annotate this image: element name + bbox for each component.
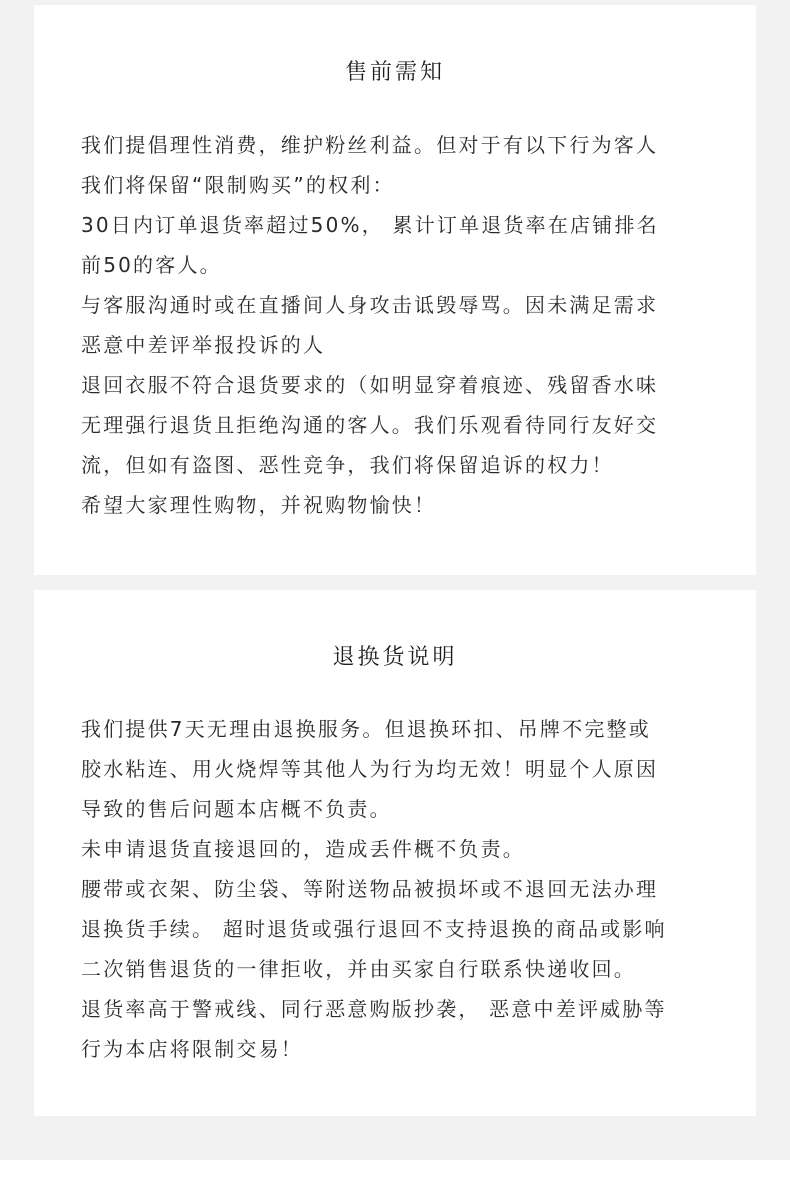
return-line: 二次销售退货的一律拒收，并由买家自行联系快递收回。 — [81, 957, 636, 981]
return-line: 胶水粘连、用火烧焊等其他人为行为均无效！明显个人原因 — [81, 757, 659, 781]
return-line: 腰带或衣架、防尘袋、等附送物品被损坏或不退回无法办理 — [81, 877, 659, 901]
presale-line: 恶意中差评举报投诉的人 — [81, 333, 326, 357]
presale-line: 30日内订单退货率超过50%， 累计订单退货率在店铺排名 — [81, 213, 659, 237]
presale-line: 我们提倡理性消费，维护粉丝利益。但对于有以下行为客人 — [81, 133, 659, 157]
presale-line: 希望大家理性购物，并祝购物愉快！ — [81, 493, 437, 517]
presale-line: 与客服沟通时或在直播间人身攻击诋毁辱骂。因未满足需求 — [81, 293, 659, 317]
return-line: 行为本店将限制交易！ — [81, 1037, 303, 1061]
presale-notice-body — [34, 125, 756, 525]
return-line: 退换货手续。 超时退货或强行退回不支持退换的商品或影响 — [81, 917, 667, 941]
presale-line: 无理强行退货且拒绝沟通的客人。我们乐观看待同行友好交 — [81, 413, 659, 437]
presale-line: 流，但如有盗图、恶性竞争，我们将保留追诉的权力！ — [81, 453, 614, 477]
return-policy-body — [34, 709, 756, 1069]
return-line: 未申请退货直接退回的，造成丢件概不负责。 — [81, 837, 525, 861]
return-line: 我们提供7天无理由退换服务。但退换环扣、吊牌不完整或 — [81, 717, 651, 741]
presale-notice-card — [34, 5, 756, 575]
return-policy-card — [34, 590, 756, 1116]
return-line: 导致的售后问题本店概不负责。 — [81, 797, 392, 821]
return-line: 退货率高于警戒线、同行恶意购版抄袭， 恶意中差评威胁等 — [81, 997, 667, 1021]
presale-line: 前50的客人。 — [81, 253, 222, 277]
presale-notice-title: 售前需知 — [344, 60, 445, 85]
presale-line: 退回衣服不符合退货要求的（如明显穿着痕迹、残留香水味 — [81, 373, 659, 397]
presale-line: 我们将保留“限制购买”的权利： — [81, 173, 395, 197]
return-policy-title: 退换货说明 — [332, 645, 458, 670]
page-footer-band — [0, 1160, 790, 1191]
